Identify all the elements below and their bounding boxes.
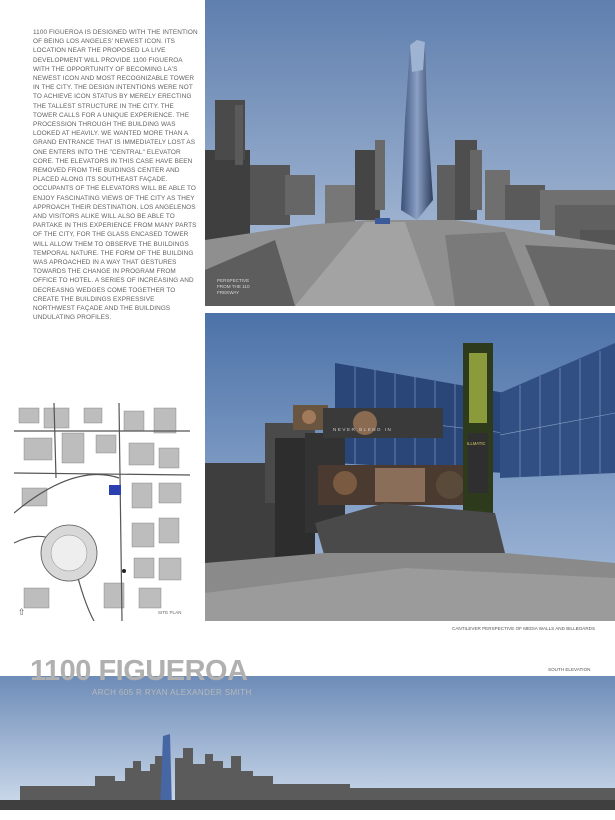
site-plan-drawing bbox=[14, 403, 190, 621]
billboard-banner-text: NEVER BLEND IN bbox=[333, 427, 393, 432]
site-plan-caption: SITE PLAN bbox=[158, 610, 182, 615]
cantilever-caption: CANTILEVER PERSPECTIVE OF MEDIA WALLS AND BILLBOARDS bbox=[452, 626, 596, 631]
site-plan-svg bbox=[14, 403, 190, 621]
tower-perspective-rendering bbox=[205, 0, 615, 306]
cantilever-rendering bbox=[205, 313, 615, 621]
tower-perspective-svg bbox=[205, 0, 615, 306]
project-description: 1100 FIGUEROA IS DESIGNED WITH THE INTENTION OF BEING LOS ANGELES' NEWEST ICON. ITS LOCATION NEAR THE PROPOSED LA LIVE DEVELOPMENT WILL PROVIDE 1100 FIGUEROA WITH THE OPPORTUNITY OF BECOMING LA'S NEWEST ICON AND MOST RECOGNIZABLE TOWER IN THE CITY. THE DESIGN INTENTIONS WERE NOT TO ACHIEVE ICON STATUS BY MERELY ERECTING THE TALLEST STRUCTURE IN THE CITY. THE TOWER CALLS FOR A UNIQUE EXPERIENCE. THE PROCESSION THROUGH THE BUILDING WAS LOOKED AT HEAVILY. WE WANTED MORE THAN A GRAND ENTRANCE THAT IS IMMEDIATELY LOST AS ONE ENTERS INTO THE "CENTRAL" ELEVATOR CORE. THE ELEVATORS IN THIS CASE HAVE BEEN REMOVED FROM THE BUIDINGS CENTER AND PLACED ALONG ITS SOUTHEAST FAÇADE. OCCUPANTS OF THE ELEVATORS WILL BE ABLE TO ENJOY FASCINATING VIEWS OF THE CITY AS THEY APPROACH THEIR DESTINATION. LOS ANGELENOS AND VISITORS ALIKE WILL ALSO BE ABLE TO PARTAKE IN THIS EXPERIENCE FROM MANY PARTS OF THE CITY, FOR THE GLASS ENCASED TOWER WILL ALLOW THEM TO OBSERVE THE BUILDINGS TEMPORAL NATURE. THE FORM OF THE BUILDING WAS APROACHED IN A WAY THAT GESTURES TOWARDS THE CHANGE IN PROGRAM FROM OFFICE TO HOTEL. A SERIES OF INCREASING AND DECREASNG WEDGES COME TOGETHER TO CREATE THE BUILDINGS EXPRESSIVE NORTHWEST FAÇADE AND THE BUILDINGS UNDULATING PROFILES. bbox=[33, 29, 198, 322]
project-title: 1100 FIGUEROA bbox=[30, 655, 248, 687]
south-elevation-caption: SOUTH ELEVATION bbox=[548, 667, 591, 672]
north-arrow-icon: ⇧ bbox=[18, 607, 26, 617]
project-subtitle: ARCH 605 R RYAN ALEXANDER SMITH bbox=[92, 688, 252, 697]
billboard-vertical-text: ILLMATIC bbox=[467, 441, 486, 446]
perspective-caption-line-3: FREEWAY bbox=[217, 290, 240, 295]
cantilever-svg bbox=[205, 313, 615, 621]
perspective-caption bbox=[217, 278, 250, 296]
perspective-caption-line-1: PERSPECTIVE bbox=[217, 278, 250, 283]
perspective-caption-line-2: FROM THE 110 bbox=[217, 284, 250, 289]
